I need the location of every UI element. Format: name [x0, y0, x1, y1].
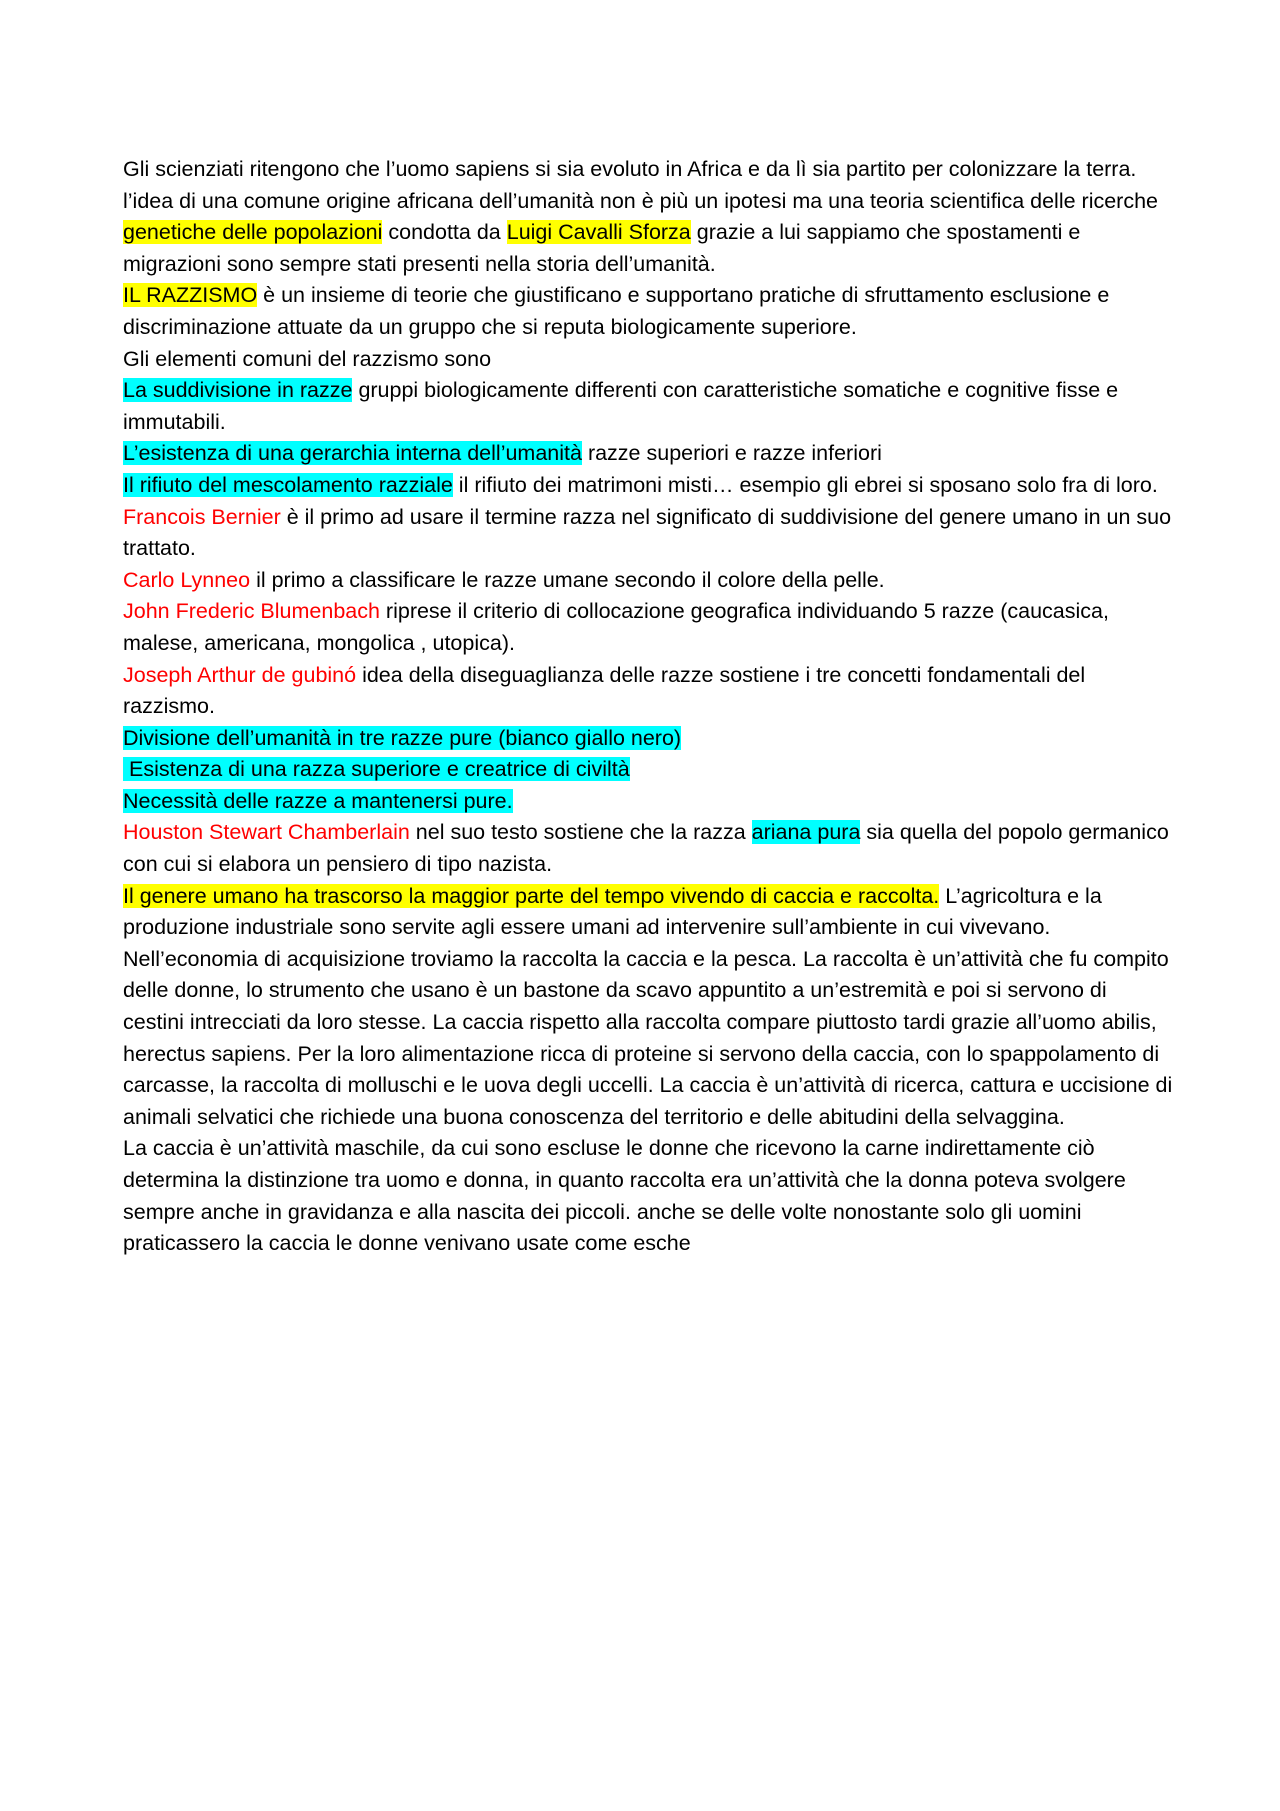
text-segment: il rifiuto dei matrimoni misti… esempio gli ebrei si sposano solo fra di loro. — [452, 472, 1158, 497]
paragraph-chamberlain — [123, 817, 1173, 880]
paragraph-necessita — [123, 786, 1173, 818]
paragraph-blumenbach — [123, 596, 1173, 659]
text-segment: grazie a lui sappiamo che spostamenti e migrazioni sono sempre stati presenti nella storia dell’umanità. — [123, 220, 1081, 276]
text-segment: Gli scienziati ritengono che l’uomo sapiens si sia evoluto in Africa e da lì sia partito per colonizzare la terra. l’idea di una comune origine africana dell’umanità non è più un ipotesi ma una teoria scientifica delle ricerche — [123, 157, 1159, 213]
text-segment: sia quella del popolo germanico con cui si elabora un pensiero di tipo nazista. — [123, 820, 1169, 877]
paragraph-esistenza — [123, 754, 1173, 786]
highlight-suddivisione: La suddivisione in razze — [123, 378, 353, 403]
text-segment: razze superiori e razze inferiori — [581, 441, 882, 466]
highlight-razzismo: IL RAZZISMO — [123, 283, 258, 308]
highlight-divisione: Divisione dell’umanità in tre razze pure (bianco giallo nero) — [123, 725, 682, 750]
highlight-gerarchia: L’esistenza di una gerarchia interna dell’umanità — [123, 441, 582, 466]
paragraph-gubino — [123, 660, 1173, 723]
paragraph-caccia-maschile — [123, 1133, 1173, 1259]
text-segment: gruppi biologicamente differenti con caratteristiche somatiche e cognitive fisse e immutabili. — [123, 378, 1119, 434]
name-bernier: Francois Bernier — [123, 504, 281, 529]
highlight-ariana-pura: ariana pura — [751, 820, 861, 845]
name-gubino: Joseph Arthur de gubinó — [123, 662, 357, 687]
text-segment: riprese il criterio di collocazione geografica individuando 5 razze (caucasica, malese, americana, mongolica , utopica). — [123, 599, 1109, 655]
text-segment: condotta da — [382, 220, 507, 245]
paragraph-razzismo — [123, 280, 1173, 343]
name-blumenbach: John Frederic Blumenbach — [123, 599, 380, 624]
highlight-cavalli-sforza: Luigi Cavalli Sforza — [506, 220, 691, 245]
name-chamberlain: Houston Stewart Chamberlain — [123, 820, 410, 845]
paragraph-caccia-raccolta — [123, 881, 1173, 1134]
paragraph-elementi — [123, 344, 1173, 376]
document-page — [123, 154, 1173, 1260]
paragraph-gerarchia — [123, 438, 1173, 470]
paragraph-rifiuto — [123, 470, 1173, 502]
text-segment: Gli elementi comuni del razzismo sono — [123, 346, 492, 371]
paragraph-suddivisione — [123, 375, 1173, 438]
text-segment: è un insieme di teorie che giustificano e supportano pratiche di sfruttamento esclusione e discriminazione attuate da un gruppo che si reputa biologicamente superiore. — [123, 283, 1110, 339]
text-segment: idea della diseguaglianza delle razze sostiene i tre concetti fondamentali del razzismo. — [123, 662, 1086, 719]
paragraph-divisione — [123, 723, 1173, 755]
highlight-rifiuto: Il rifiuto del mescolamento razziale — [123, 472, 453, 497]
paragraph-origin — [123, 154, 1173, 280]
paragraph-bernier — [123, 502, 1173, 565]
paragraph-lynneo — [123, 565, 1173, 597]
text-segment: nel suo testo sostiene che la razza — [409, 820, 752, 845]
text-segment: il primo a classificare le razze umane secondo il colore della pelle. — [250, 567, 885, 592]
highlight-caccia-raccolta: Il genere umano ha trascorso la maggior parte del tempo vivendo di caccia e raccolta. — [123, 883, 940, 908]
name-lynneo: Carlo Lynneo — [123, 567, 251, 592]
highlight-necessita: Necessità delle razze a mantenersi pure. — [123, 788, 513, 813]
highlight-esistenza: Esistenza di una razza superiore e creatrice di civiltà — [123, 757, 630, 782]
text-segment: è il primo ad usare il termine razza nel significato di suddivisione del genere umano in un suo trattato. — [123, 504, 1172, 561]
text-segment: La caccia è un’attività maschile, da cui sono escluse le donne che ricevono la carne indirettamente ciò determina la distinzione tra uomo e donna, in quanto raccolta era un’attività che la donna poteva svolgere sempre anche in gravidanza e alla nascita dei piccoli. anche se delle volte nonostante solo gli uomini praticassero la caccia le donne venivano usate come esche — [123, 1136, 1126, 1256]
text-segment: L’agricoltura e la produzione industriale sono servite agli essere umani ad intervenire sull’ambiente in cui vivevano. Nell’economia di acquisizione troviamo la raccolta la caccia e la pesca. La raccolta è un’attività che fu compito delle donne, lo strumento che usano è un bastone da scavo appuntito a un’estremità e poi si servono di cestini intrecciati da loro stesse. La caccia rispetto alla raccolta compare piuttosto tardi grazie all’uomo abilis, herectus sapiens. Per la loro alimentazione ricca di proteine si servono della caccia, con lo spappolamento di carcasse, la raccolta di molluschi e le uova degli uccelli. La caccia è un’attività di ricerca, cattura e uccisione di animali selvatici che richiede una buona conoscenza del territorio e delle abitudini della selvaggina. — [123, 883, 1173, 1129]
highlight-genetiche: genetiche delle popolazioni — [123, 220, 383, 245]
